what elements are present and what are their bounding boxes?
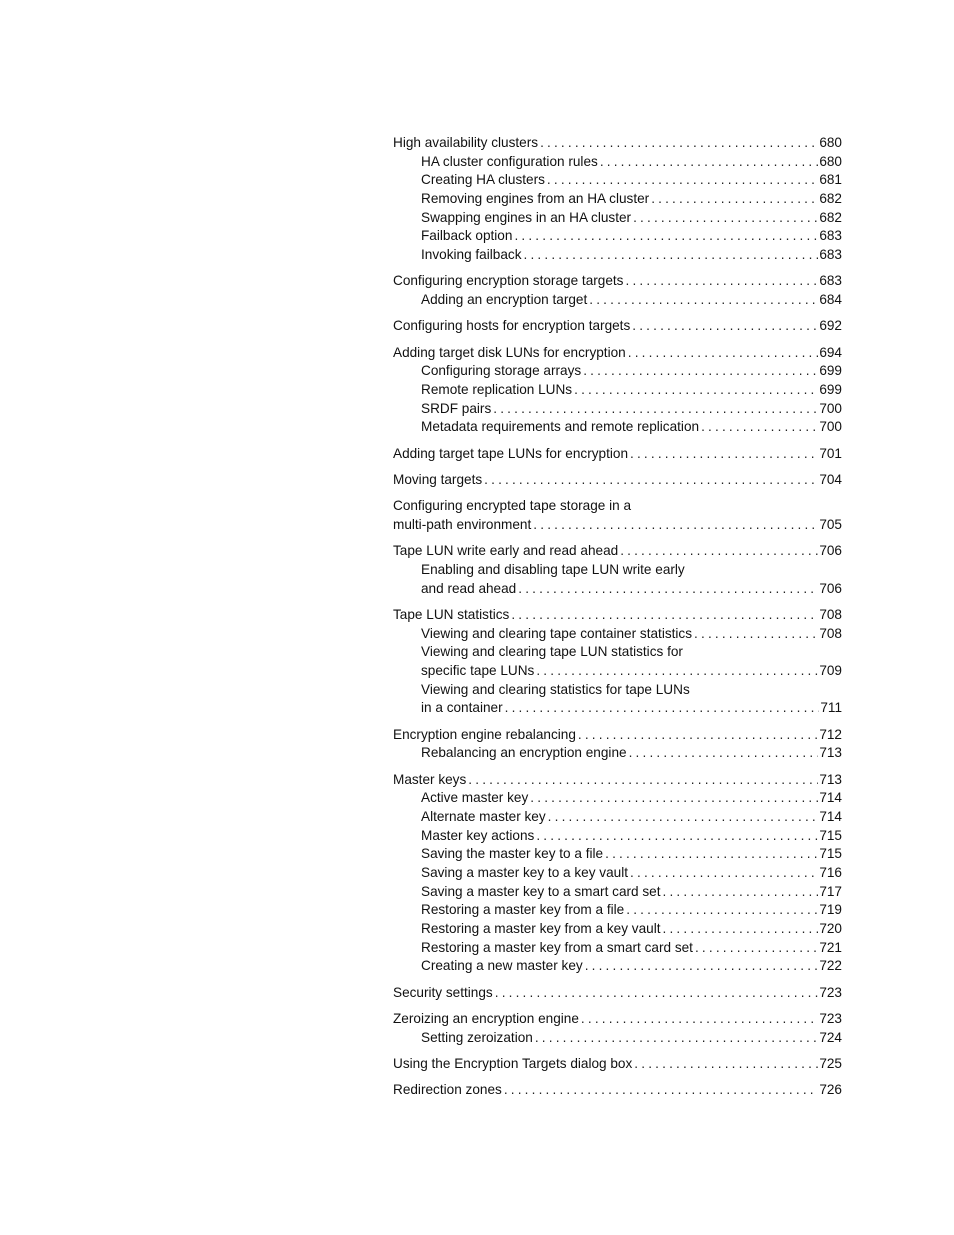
toc-entry-title: Adding target disk LUNs for encryption	[393, 344, 626, 360]
toc-section	[393, 771, 842, 977]
dot-leader	[583, 362, 818, 381]
toc-entry-title-line	[393, 643, 842, 662]
toc-subentry[interactable]	[393, 171, 842, 190]
toc-entry-title: Adding target tape LUNs for encryption	[393, 445, 629, 461]
toc-entry-title: Viewing and clearing tape LUN statistics for	[421, 644, 683, 660]
toc-subentry[interactable]	[393, 901, 842, 920]
toc-entry[interactable]	[393, 1010, 842, 1029]
toc-entry-title: and read ahead	[421, 580, 517, 596]
dot-leader	[530, 789, 818, 808]
dot-leader	[547, 171, 818, 190]
toc-subentry[interactable]	[393, 864, 842, 883]
toc-section	[393, 497, 842, 534]
toc-entry[interactable]	[393, 134, 842, 153]
toc-page-number: 700	[819, 419, 842, 435]
toc-page-number: 700	[819, 400, 842, 416]
toc-section	[393, 984, 842, 1003]
toc-subentry[interactable]	[393, 1029, 842, 1048]
dot-leader	[524, 246, 819, 265]
toc-entry-title: Viewing and clearing statistics for tape LUNs	[421, 681, 690, 697]
toc-entry-title: Master keys	[393, 771, 467, 787]
toc-page-number: 715	[819, 827, 842, 843]
toc-page-number: 719	[819, 902, 842, 918]
table-of-contents	[393, 134, 842, 1108]
toc-entry-title: Restoring a master key from a file	[421, 902, 625, 918]
toc-section	[393, 471, 842, 490]
toc-entry[interactable]	[393, 606, 842, 625]
dot-leader	[505, 699, 820, 718]
toc-entry-title: Saving a master key to a key vault	[421, 865, 629, 880]
toc-page-number: 726	[819, 1082, 842, 1098]
toc-entry-title: High availability clusters	[393, 135, 539, 150]
dot-leader	[629, 744, 819, 763]
toc-page-number: 713	[819, 745, 842, 761]
toc-page-number: 708	[819, 625, 842, 641]
toc-subentry[interactable]	[393, 190, 842, 209]
toc-entry-title: Redirection zones	[393, 1082, 502, 1098]
toc-entry-title: Configuring encryption storage targets	[393, 273, 624, 289]
toc-entry-title: multi-path environment	[393, 516, 532, 532]
dot-leader	[581, 1010, 818, 1029]
dot-leader	[495, 984, 819, 1003]
toc-page-number: 709	[819, 662, 842, 678]
toc-entry[interactable]	[393, 516, 842, 535]
toc-subentry[interactable]	[393, 827, 842, 846]
toc-subentry[interactable]	[393, 808, 842, 827]
toc-page-number: 720	[819, 921, 842, 937]
dot-leader	[630, 864, 818, 883]
toc-entry-title: Configuring storage arrays	[421, 363, 582, 379]
toc-entry-title: Creating HA clusters	[421, 172, 545, 188]
toc-subentry[interactable]	[393, 625, 842, 644]
toc-page-number: 706	[819, 580, 842, 596]
dot-leader	[504, 1081, 819, 1100]
toc-subentry[interactable]	[393, 662, 842, 681]
toc-entry[interactable]	[393, 771, 842, 790]
toc-entry-title: Enabling and disabling tape LUN write early	[421, 561, 685, 577]
toc-page-number: 708	[819, 606, 842, 622]
toc-page-number: 683	[819, 273, 842, 289]
toc-subentry[interactable]	[393, 920, 842, 939]
toc-page-number: 680	[819, 153, 842, 169]
toc-page-number: 711	[820, 700, 842, 716]
dot-leader	[589, 291, 818, 310]
toc-page-number: 725	[819, 1055, 842, 1071]
toc-page-number: 681	[819, 172, 842, 188]
toc-entry-title: Master key actions	[421, 827, 535, 843]
toc-entry[interactable]	[393, 1055, 842, 1074]
toc-section	[393, 344, 842, 437]
toc-entry-title: Setting zeroization	[421, 1029, 533, 1045]
toc-entry-title: Creating a new master key	[421, 958, 583, 974]
toc-entry-title: Encryption engine rebalancing	[393, 726, 576, 742]
dot-leader	[493, 400, 818, 419]
toc-page-number: 704	[819, 471, 842, 487]
toc-entry-title: Restoring a master key from a smart card set	[421, 939, 693, 955]
toc-page-number: 683	[819, 247, 842, 263]
toc-page-number: 692	[819, 318, 842, 334]
toc-page-number: 714	[819, 808, 842, 824]
toc-entry-title: Using the Encryption Targets dialog box	[393, 1055, 633, 1071]
toc-entry-title: Tape LUN statistics	[393, 606, 510, 622]
dot-leader	[633, 209, 818, 228]
toc-page-number: 682	[819, 191, 842, 207]
toc-section	[393, 445, 842, 464]
toc-page-number: 715	[819, 846, 842, 862]
toc-entry[interactable]	[393, 542, 842, 561]
toc-entry-title: Metadata requirements and remote replication	[421, 419, 700, 435]
toc-section	[393, 134, 842, 265]
toc-entry[interactable]	[393, 984, 842, 1003]
toc-page-number: 699	[819, 363, 842, 379]
dot-leader	[514, 227, 818, 246]
toc-section	[393, 1010, 842, 1047]
toc-entry-title: Saving the master key to a file	[421, 846, 604, 862]
toc-entry[interactable]	[393, 726, 842, 745]
dot-leader	[632, 317, 818, 336]
toc-page-number: 694	[819, 344, 842, 360]
toc-entry-title: Viewing and clearing tape container statistics	[421, 625, 693, 641]
dot-leader	[574, 381, 818, 400]
toc-subentry[interactable]	[393, 291, 842, 310]
toc-section	[393, 606, 842, 718]
toc-entry-title: HA cluster configuration rules	[421, 153, 598, 169]
toc-entry-title: Tape LUN write early and read ahead	[393, 543, 619, 559]
toc-entry[interactable]	[393, 344, 842, 363]
toc-page-number: 723	[819, 1011, 842, 1026]
toc-subentry[interactable]	[393, 227, 842, 246]
toc-entry-title: Removing engines from an HA cluster	[421, 191, 650, 207]
dot-leader	[533, 516, 818, 535]
toc-page-number: 706	[819, 543, 842, 559]
toc-entry-title-line	[393, 561, 842, 580]
toc-entry-title: Swapping engines in an HA cluster	[421, 209, 632, 225]
dot-leader	[535, 1029, 818, 1048]
dot-leader	[694, 625, 818, 644]
dot-leader	[484, 471, 818, 490]
toc-section	[393, 1081, 842, 1100]
toc-section	[393, 272, 842, 309]
toc-page-number: 682	[819, 209, 842, 225]
toc-subentry[interactable]	[393, 381, 842, 400]
toc-subentry[interactable]	[393, 400, 842, 419]
toc-page-number: 683	[819, 228, 842, 244]
toc-subentry[interactable]	[393, 957, 842, 976]
dot-leader	[578, 726, 818, 745]
toc-page-number: 721	[819, 939, 842, 955]
dot-leader	[536, 827, 818, 846]
toc-subentry[interactable]	[393, 699, 842, 718]
dot-leader	[634, 1055, 818, 1074]
toc-subentry[interactable]	[393, 789, 842, 808]
toc-entry-title: Moving targets	[393, 471, 483, 487]
toc-entry-title: Adding an encryption target	[421, 292, 588, 308]
toc-entry-title: in a container	[421, 700, 503, 716]
toc-page-number: 716	[819, 865, 842, 880]
dot-leader	[540, 134, 818, 153]
toc-entry[interactable]	[393, 445, 842, 464]
toc-entry[interactable]	[393, 272, 842, 291]
toc-subentry[interactable]	[393, 209, 842, 228]
toc-subentry[interactable]	[393, 246, 842, 265]
toc-entry-title: Security settings	[393, 984, 493, 1000]
toc-entry-title: Invoking failback	[421, 247, 522, 263]
dot-leader	[628, 344, 819, 363]
dot-leader	[663, 883, 819, 902]
toc-subentry[interactable]	[393, 362, 842, 381]
toc-page-number: 724	[819, 1029, 842, 1045]
toc-entry[interactable]	[393, 317, 842, 336]
dot-leader	[605, 845, 818, 864]
toc-entry-title: Configuring hosts for encryption targets	[393, 318, 631, 334]
dot-leader	[600, 153, 819, 172]
toc-page-number: 680	[819, 135, 842, 150]
toc-entry-title-line	[393, 497, 842, 516]
dot-leader	[511, 606, 818, 625]
toc-page-number: 701	[819, 445, 842, 461]
toc-page-number: 713	[819, 771, 842, 787]
toc-subentry[interactable]	[393, 845, 842, 864]
toc-entry-title: Rebalancing an encryption engine	[421, 745, 627, 761]
toc-entry-title: Active master key	[421, 790, 529, 806]
toc-subentry[interactable]	[393, 939, 842, 958]
toc-subentry[interactable]	[393, 153, 842, 172]
toc-page-number: 712	[819, 726, 842, 742]
toc-page-number: 722	[819, 958, 842, 974]
dot-leader	[585, 957, 819, 976]
toc-section	[393, 726, 842, 763]
toc-entry-title: specific tape LUNs	[421, 662, 535, 678]
toc-page-number: 723	[819, 984, 842, 1000]
toc-entry[interactable]	[393, 1081, 842, 1100]
toc-page-number: 714	[819, 790, 842, 806]
toc-entry-title: Remote replication LUNs	[421, 382, 573, 398]
dot-leader	[701, 418, 818, 437]
toc-entry-title: Failback option	[421, 228, 513, 244]
toc-subentry[interactable]	[393, 418, 842, 437]
dot-leader	[663, 920, 819, 939]
dot-leader	[630, 445, 818, 464]
toc-subentry[interactable]	[393, 744, 842, 763]
toc-page-number: 705	[819, 516, 842, 532]
dot-leader	[625, 272, 818, 291]
toc-entry-title: Restoring a master key from a key vault	[421, 921, 661, 937]
dot-leader	[695, 939, 818, 958]
toc-section	[393, 542, 842, 598]
dot-leader	[536, 662, 818, 681]
toc-page-number: 684	[819, 292, 842, 308]
toc-entry[interactable]	[393, 471, 842, 490]
toc-subentry[interactable]	[393, 580, 842, 599]
toc-subentry[interactable]	[393, 883, 842, 902]
toc-section	[393, 1055, 842, 1074]
toc-entry-title-line	[393, 681, 842, 700]
toc-section	[393, 317, 842, 336]
dot-leader	[548, 808, 819, 827]
toc-entry-title: Zeroizing an encryption engine	[393, 1011, 579, 1026]
toc-entry-title: Configuring encrypted tape storage in a	[393, 498, 632, 514]
toc-entry-title: Saving a master key to a smart card set	[421, 883, 661, 899]
dot-leader	[620, 542, 818, 561]
dot-leader	[651, 190, 818, 209]
dot-leader	[518, 580, 818, 599]
dot-leader	[626, 901, 818, 920]
toc-page-number: 717	[819, 883, 842, 899]
toc-entry-title: Alternate master key	[421, 808, 546, 824]
dot-leader	[468, 771, 818, 790]
toc-entry-title: SRDF pairs	[421, 400, 492, 416]
toc-page-number: 699	[819, 382, 842, 398]
